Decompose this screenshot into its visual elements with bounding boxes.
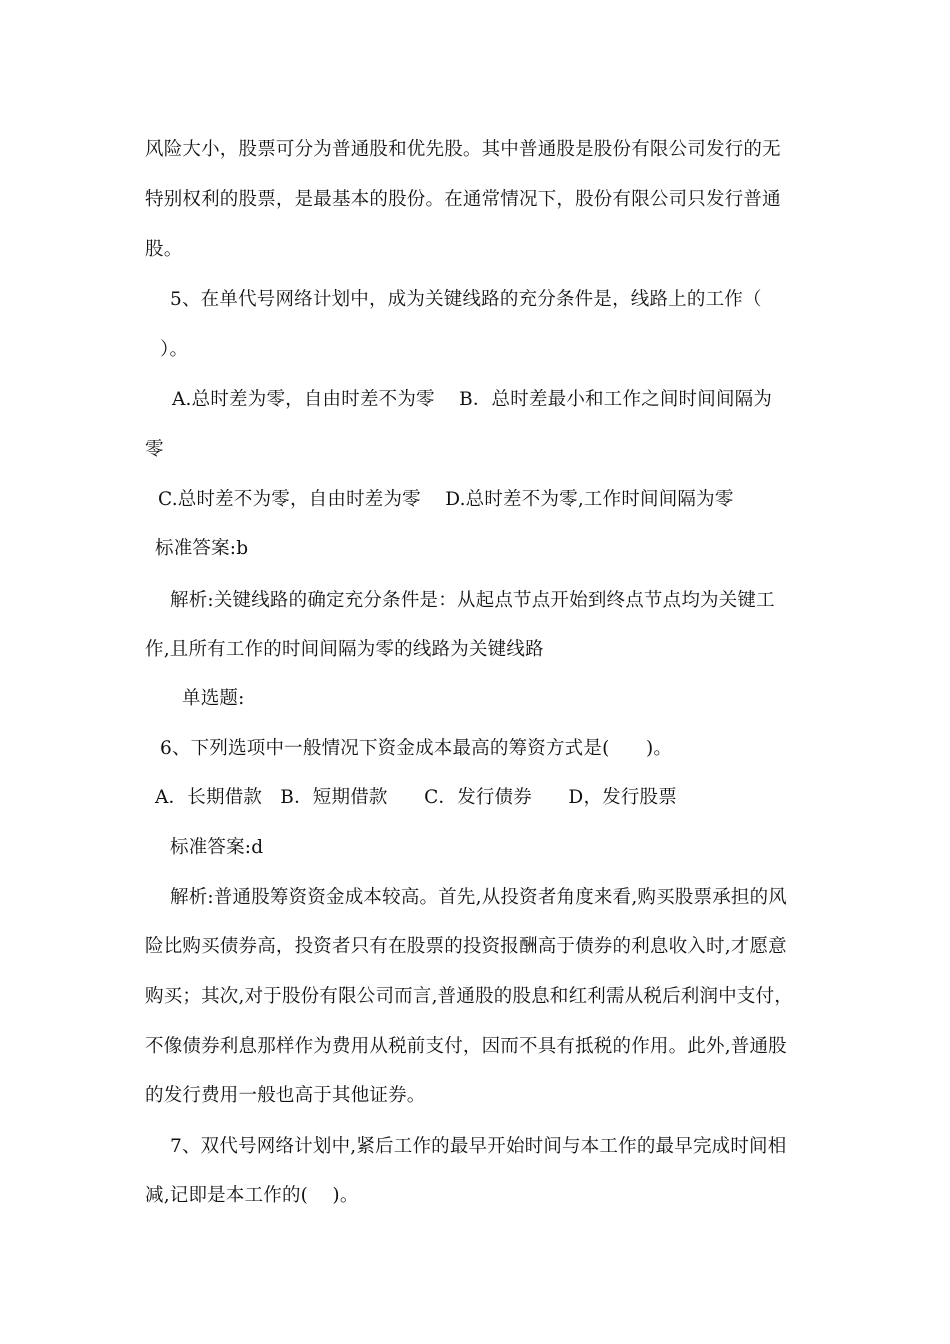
text-line: 零 (145, 439, 164, 460)
text-line: 购买；其次,对于股份有限公司而言,普通股的股息和红利需从税后利润中支付， (145, 986, 793, 1007)
option-line: C.总时差不为零，自由时差为零 D.总时差不为零,工作时间间隔为零 (158, 489, 734, 510)
standard-answer: 标准答案:b (155, 538, 249, 559)
analysis: 解析:普通股筹资资金成本较高。首先,从投资者角度来看,购买股票承担的风 (170, 887, 787, 908)
text-line: 险比购买债券高，投资者只有在股票的投资报酬高于债券的利息收入时,才愿意 (145, 936, 787, 957)
question-6: 6、下列选项中一般情况下资金成本最高的筹资方式是( )。 (160, 738, 673, 759)
text-line: 的发行费用一般也高于其他证券。 (145, 1085, 426, 1106)
text-line: 股。 (145, 239, 183, 260)
text-line: 风险大小，股票可分为普通股和优先股。其中普通股是股份有限公司发行的无 (145, 139, 781, 160)
section-heading: 单选题: (182, 688, 245, 709)
question-7: 7、双代号网络计划中,紧后工作的最早开始时间与本工作的最早完成时间相 (170, 1136, 787, 1157)
option-line: A．长期借款 B．短期借款 C．发行债券 D，发行股票 (155, 787, 677, 808)
text-line: 不像债券利息那样作为费用从税前支付，因而不具有抵税的作用。此外,普通股 (145, 1036, 787, 1057)
standard-answer: 标准答案:d (170, 837, 264, 858)
text-line: 减,记即是本工作的( )。 (145, 1185, 359, 1206)
option-line: A.总时差为零，自由时差不为零 B．总时差最小和工作之间时间间隔为 (172, 389, 773, 410)
text-line: 特别权利的股票，是最基本的股份。在通常情况下，股份有限公司只发行普通 (145, 189, 781, 210)
text-line: 作,且所有工作的时间间隔为零的线路为关键线路 (145, 639, 544, 660)
analysis: 解析:关键线路的确定充分条件是：从起点节点开始到终点节点均为关键工 (170, 590, 775, 611)
text-line: ）。 (160, 339, 189, 360)
question-5: 5、在单代号网络计划中，成为关键线路的充分条件是，线路上的工作（ (170, 289, 762, 310)
